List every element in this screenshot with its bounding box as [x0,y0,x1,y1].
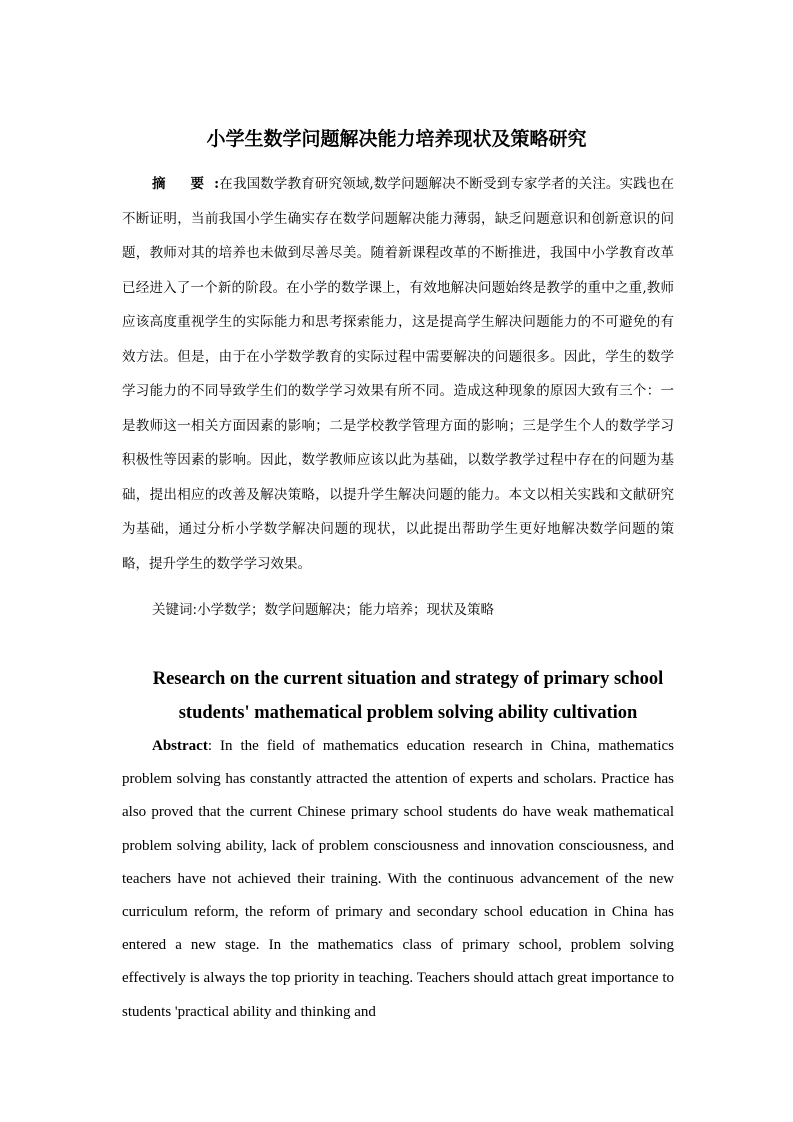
chinese-abstract-label: 摘 要 [152,176,215,192]
english-abstract-text: : In the field of mathematics education research in China, mathematics problem solving has constantly attracted the attention of experts and scholars. Practice has also proved that the current Chinese primary school students do have weak mathematical problem solving ability, lack of problem consciousness and innovation consciousness, and teachers have not achieved their training. With the continuous advancement of the new curriculum reform, the reform of primary and secondary school education in China has entered a new stage. In the mathematics class of primary school, problem solving effectively is always the top priority in teaching. Teachers should attach great importance to students 'practical ability and thinking and [122,738,674,1020]
chinese-abstract-text: 在我国数学教育研究领域,数学问题解决不断受到专家学者的关注。实践也在不断证明，当前我国小学生确实存在数学问题解决能力薄弱，缺乏问题意识和创新意识的问题，教师对其的培养也未做到尽善尽美。随着新课程改革的不断推进，我国中小学教育改革已经进入了一个新的阶段。在小学的数学课上，有效地解决问题始终是教学的重中之重,教师应该高度重视学生的实际能力和思考探索能力，这是提高学生解决问题能力的不可避免的有效方法。但是，由于在小学数学教育的实际过程中需要解决的问题很多。因此，学生的数学学习能力的不同导致学生们的数学学习效果有所不同。造成这种现象的原因大致有三个：一是教师这一相关方面因素的影响；二是学校教学管理方面的影响；三是学生个人的数学学习积极性等因素的影响。因此，数学教师应该以此为基础，以数学教学过程中存在的问题为基础，提出相应的改善及解决策略，以提升学生解决问题的能力。本文以相关实践和文献研究为基础，通过分析小学数学解决问题的现状，以此提出帮助学生更好地解决数学问题的策略，提升学生的数学学习效果。 [122,176,674,572]
chinese-title: 小学生数学问题解决能力培养现状及策略研究 [206,128,587,150]
chinese-abstract-colon: : [214,176,220,192]
chinese-abstract [122,167,674,581]
chinese-keywords-text: 小学数学；数学问题解决；能力培养；现状及策略 [197,602,495,618]
chinese-keywords-label: 关键词: [152,602,198,618]
english-title: Research on the current situation and strategy of primary school students' mathematical problem solving ability cultivation [152,669,664,723]
english-abstract-label: Abstract [152,738,208,754]
chinese-keywords [122,596,674,624]
english-abstract [122,730,674,1029]
